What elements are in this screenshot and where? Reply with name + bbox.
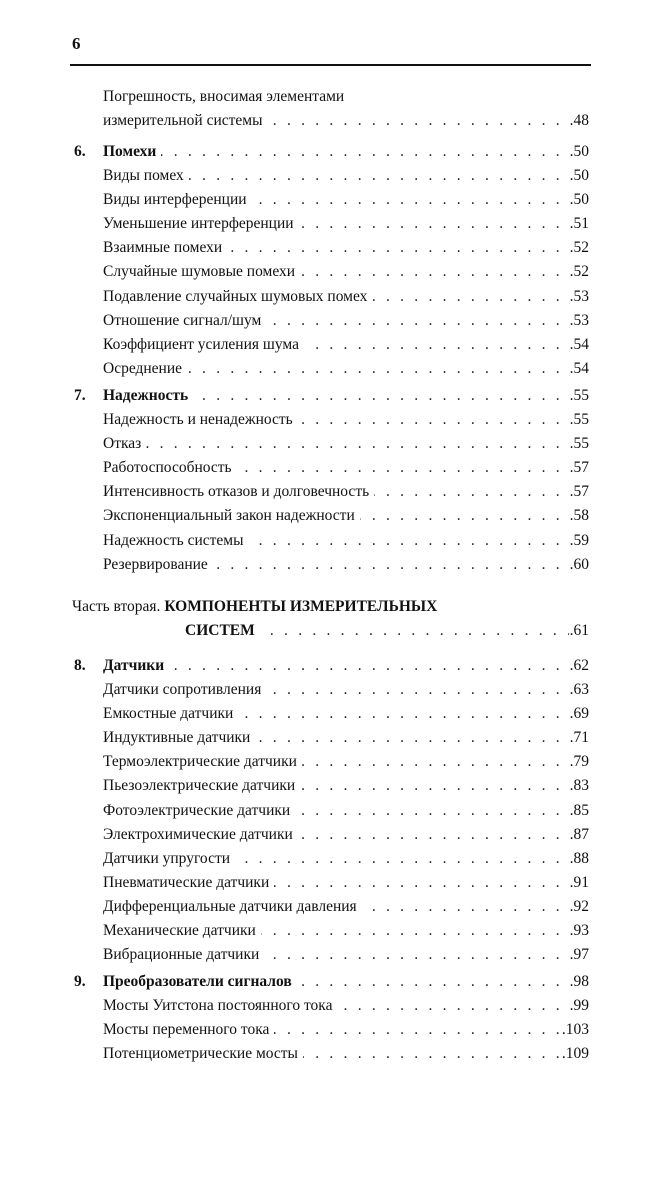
toc-entry-page: .60	[569, 554, 589, 576]
chapter-title: Датчики	[103, 655, 169, 677]
toc-entry-title: Случайные шумовые помехи	[103, 261, 300, 283]
toc-entry-title: Мосты переменного тока	[103, 1019, 274, 1041]
toc-entry-page: .109	[561, 1043, 589, 1065]
toc-entry	[0, 751, 650, 773]
toc-entry-page: .103	[561, 1019, 589, 1041]
toc-entry-title: Датчики сопротивления	[103, 679, 266, 701]
toc-entry-page: .52	[569, 261, 589, 283]
toc-entry-page: .79	[569, 751, 589, 773]
dot-leader	[103, 141, 589, 163]
header-rule	[70, 64, 591, 66]
chapter-page: .62	[569, 655, 589, 677]
toc-entry	[0, 261, 650, 283]
chapter-heading	[0, 141, 650, 163]
dot-leader	[103, 433, 589, 455]
toc-entry	[0, 457, 650, 479]
toc-entry	[0, 481, 650, 503]
toc-entry	[0, 530, 650, 552]
part-heading	[72, 596, 437, 618]
toc-entry-title: Работоспособность	[103, 457, 237, 479]
toc-entry-title: Подавление случайных шумовых помех	[103, 286, 372, 308]
toc-entry-title: Пьезоэлектрические датчики	[103, 775, 300, 797]
toc-entry-page: .51	[569, 213, 589, 235]
toc-entry-page: .48	[569, 110, 589, 132]
toc-entry-title: Надежность системы	[103, 530, 249, 552]
chapter-page: .98	[569, 971, 589, 993]
toc-entry-title: Отказ	[103, 433, 146, 455]
toc-entry	[0, 679, 650, 701]
toc-entry-title: Коэффициент усиления шума	[103, 334, 304, 356]
toc-entry-title: Емкостные датчики	[103, 703, 238, 725]
toc-entry-title: Дифференциальные датчики давления	[103, 896, 362, 918]
toc-entry	[0, 433, 650, 455]
toc-entry	[0, 872, 650, 894]
toc-entry-page: .69	[569, 703, 589, 725]
part-title-line2: СИСТЕМ	[185, 620, 260, 642]
toc-entry	[0, 848, 650, 870]
toc-entry-page: .93	[569, 920, 589, 942]
toc-entry	[0, 110, 650, 132]
toc-entry-title: Термоэлектрические датчики	[103, 751, 302, 773]
toc-entry	[0, 213, 650, 235]
toc-entry-title: Вибрационные датчики	[103, 944, 264, 966]
toc-entry	[0, 237, 650, 259]
page-number: 6	[72, 34, 81, 53]
toc-entry-page: .83	[569, 775, 589, 797]
toc-entry-page: .99	[569, 995, 589, 1017]
chapter-page: .55	[569, 385, 589, 407]
toc-entry-page: .55	[569, 433, 589, 455]
toc-entry	[0, 1043, 650, 1065]
toc-entry-page: .57	[569, 481, 589, 503]
toc-entry-page: .53	[569, 286, 589, 308]
toc-entry	[0, 334, 650, 356]
chapter-title: Помехи	[103, 141, 161, 163]
toc-entry-page: .53	[569, 310, 589, 332]
toc-entry-title: Пневматические датчики	[103, 872, 274, 894]
toc-entry-page: .63	[569, 679, 589, 701]
toc-entry-line1: Погрешность, вносимая элементами	[103, 88, 345, 105]
toc-entry-title: Датчики упругости	[103, 848, 235, 870]
toc-entry	[0, 896, 650, 918]
toc-entry-page: .92	[569, 896, 589, 918]
toc-entry	[0, 824, 650, 846]
part-heading-line2	[0, 620, 650, 642]
toc-entry	[0, 775, 650, 797]
part-page: .61	[569, 620, 589, 642]
toc-entry	[0, 800, 650, 822]
chapter-number: 7.	[74, 387, 86, 404]
toc-entry-page: .50	[569, 165, 589, 187]
toc-entry-page: .55	[569, 409, 589, 431]
part-title-line1: КОМПОНЕНТЫ ИЗМЕРИТЕЛЬНЫХ	[164, 598, 438, 615]
toc-entry	[0, 189, 650, 211]
toc-entry-title: Уменьшение интерференции	[103, 213, 299, 235]
toc-entry	[0, 995, 650, 1017]
toc-entry	[0, 505, 650, 527]
toc-entry	[0, 1019, 650, 1041]
toc-entry	[0, 165, 650, 187]
toc-entry-page: .50	[569, 189, 589, 211]
toc-entry	[0, 310, 650, 332]
toc-entry-page: .54	[569, 358, 589, 380]
chapter-number: 8.	[74, 657, 86, 674]
toc-entry	[0, 286, 650, 308]
chapter-title: Надежность	[103, 385, 193, 407]
chapter-heading	[0, 385, 650, 407]
toc-entry-title: Интенсивность отказов и долговечность	[103, 481, 374, 503]
chapter-number: 6.	[74, 143, 86, 160]
toc-entry-page: .59	[569, 530, 589, 552]
part-prefix: Часть вторая.	[72, 598, 161, 615]
toc-entry-title: Мосты Уитстона постоянного тока	[103, 995, 338, 1017]
toc-entry	[0, 409, 650, 431]
toc-entry-title: Взаимные помехи	[103, 237, 227, 259]
toc-entry-title: Осреднение	[103, 358, 187, 380]
toc-entry-title: Экспоненциальный закон надежности	[103, 505, 360, 527]
toc-entry-page: .54	[569, 334, 589, 356]
toc-entry-page: .71	[569, 727, 589, 749]
toc-entry-page: .52	[569, 237, 589, 259]
toc-entry	[0, 358, 650, 380]
toc-entry-page: .85	[569, 800, 589, 822]
toc-entry-page: .58	[569, 505, 589, 527]
toc-entry-title: Резервирование	[103, 554, 213, 576]
toc-entry-page: .87	[569, 824, 589, 846]
toc-entry-page: .57	[569, 457, 589, 479]
toc-entry	[0, 920, 650, 942]
toc-entry-page: .97	[569, 944, 589, 966]
toc-entry-title: Виды помех	[103, 165, 189, 187]
toc-entry-title: Надежность и ненадежность	[103, 409, 298, 431]
toc-entry-title: Отношение сигнал/шум	[103, 310, 266, 332]
toc-entry	[0, 554, 650, 576]
toc-entry-title: Виды интерференции	[103, 189, 252, 211]
toc-entry-title: Потенциометрические мосты	[103, 1043, 303, 1065]
toc-entry-title: Фотоэлектрические датчики	[103, 800, 295, 822]
toc-entry	[0, 727, 650, 749]
toc-entry	[0, 944, 650, 966]
toc-entry-title: Индуктивные датчики	[103, 727, 255, 749]
dot-leader	[103, 655, 589, 677]
toc-entry	[0, 703, 650, 725]
toc-entry-title: измерительной системы	[103, 110, 268, 132]
toc-entry-page: .88	[569, 848, 589, 870]
chapter-heading	[0, 655, 650, 677]
toc-entry-title: Электрохимические датчики	[103, 824, 298, 846]
toc-entry-title: Механические датчики	[103, 920, 261, 942]
chapter-number: 9.	[74, 973, 86, 990]
toc-entry-page: .91	[569, 872, 589, 894]
chapter-heading	[0, 971, 650, 993]
chapter-page: .50	[569, 141, 589, 163]
chapter-title: Преобразователи сигналов	[103, 971, 297, 993]
